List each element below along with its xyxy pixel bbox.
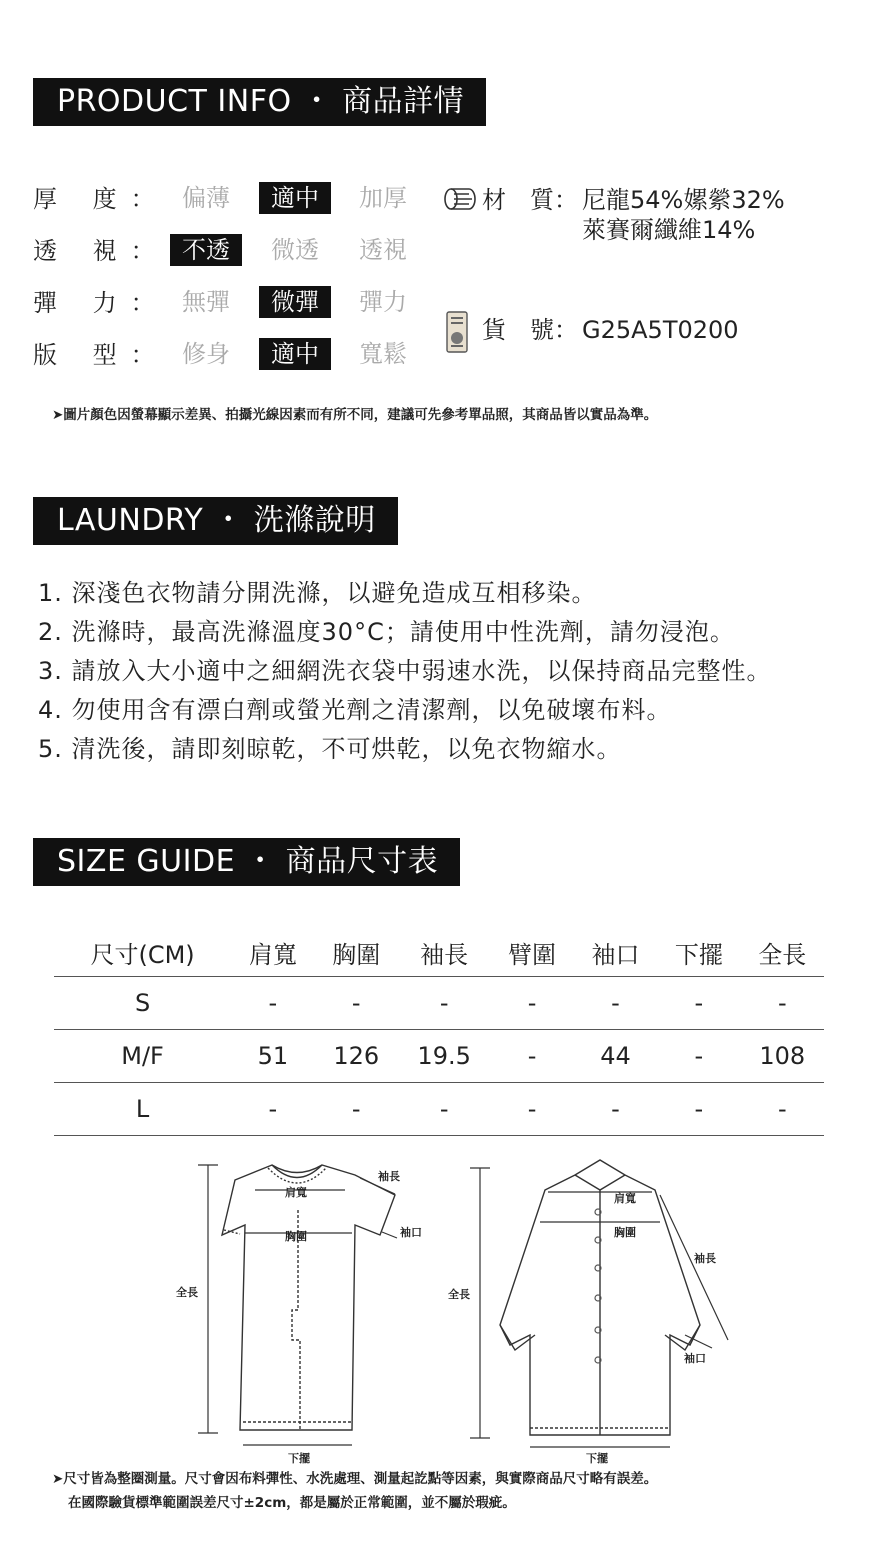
size-cell: 108	[741, 1030, 824, 1083]
product-info-header: PRODUCT INFO ・ 商品詳情	[33, 78, 486, 126]
size-cell: -	[657, 1083, 740, 1136]
label-chest: 胸圍	[285, 1230, 307, 1243]
size-column-header: 全長	[741, 928, 824, 977]
laundry-item: 1. 深淺色衣物請分開洗滌，以避免造成互相移染。	[38, 579, 597, 607]
material-value-line1: 尼龍54%嫘縈32%	[582, 186, 785, 214]
size-note-line1: ➤尺寸皆為整圈測量。尺寸會因布料彈性、水洗處理、測量起訖點等因素，與實際商品尺寸略有誤差。	[52, 1471, 658, 1487]
size-cell: -	[490, 1083, 573, 1136]
attribute-option: 無彈	[182, 288, 230, 316]
size-cell: -	[741, 1083, 824, 1136]
tag-icon	[445, 310, 471, 354]
attribute-label: 彈 力：	[33, 289, 169, 317]
size-cell: -	[231, 1083, 314, 1136]
label-length: 全長	[176, 1286, 198, 1299]
size-column-header: 臂圍	[490, 928, 573, 977]
size-cell: -	[657, 977, 740, 1030]
label-sleeve-2: 袖長	[694, 1252, 716, 1265]
laundry-header: LAUNDRY ・ 洗滌說明	[33, 497, 398, 545]
size-cell: -	[490, 1030, 573, 1083]
table-row	[54, 1030, 824, 1083]
attribute-option: 透視	[359, 236, 407, 264]
label-shoulder-2: 肩寬	[614, 1192, 636, 1205]
attribute-option: 加厚	[359, 184, 407, 212]
attribute-option: 彈力	[359, 288, 407, 316]
label-chest-2: 胸圍	[614, 1226, 636, 1239]
label-hem-2: 下擺	[586, 1452, 608, 1465]
size-cell: 44	[574, 1030, 657, 1083]
attribute-option: 偏薄	[182, 184, 230, 212]
label-length-2: 全長	[448, 1288, 470, 1301]
size-column-header: 尺寸(CM)	[54, 928, 231, 977]
label-cuff: 袖口	[400, 1226, 422, 1239]
size-column-header: 下擺	[657, 928, 740, 977]
size-cell: S	[54, 977, 231, 1030]
size-table-header	[54, 928, 824, 977]
size-cell: 51	[231, 1030, 314, 1083]
size-column-header: 肩寬	[231, 928, 314, 977]
attribute-option: 微透	[271, 236, 319, 264]
size-column-header: 胸圍	[315, 928, 398, 977]
laundry-item: 3. 請放入大小適中之細網洗衣袋中弱速水洗，以保持商品完整性。	[38, 657, 772, 685]
label-hem: 下擺	[288, 1452, 310, 1465]
size-cell: -	[490, 977, 573, 1030]
size-cell: -	[657, 1030, 740, 1083]
size-cell: 126	[315, 1030, 398, 1083]
size-cell: -	[315, 977, 398, 1030]
size-column-header: 袖口	[574, 928, 657, 977]
size-cell: -	[741, 977, 824, 1030]
table-row	[54, 977, 824, 1030]
size-column-header: 袖長	[398, 928, 490, 977]
size-cell: -	[398, 977, 490, 1030]
attribute-option-selected: 適中	[259, 182, 331, 214]
attribute-label: 透 視：	[33, 237, 169, 265]
shirt-dress-diagram	[500, 1160, 700, 1435]
attribute-option: 寬鬆	[359, 340, 407, 368]
tshirt-dress-diagram	[222, 1165, 395, 1430]
material-label: 材 質：	[482, 186, 578, 214]
size-cell: -	[398, 1083, 490, 1136]
attribute-option-selected: 微彈	[259, 286, 331, 318]
attribute-option-selected: 適中	[259, 338, 331, 370]
size-cell: M/F	[54, 1030, 231, 1083]
laundry-item: 4. 勿使用含有漂白劑或螢光劑之清潔劑，以免破壞布料。	[38, 696, 672, 724]
laundry-item: 2. 洗滌時，最高洗滌溫度30°C；請使用中性洗劑，請勿浸泡。	[38, 618, 735, 646]
attribute-label: 版 型：	[33, 341, 169, 369]
garment-diagrams	[0, 1150, 875, 1470]
label-sleeve: 袖長	[378, 1170, 400, 1183]
material-icon	[442, 186, 476, 212]
size-cell: -	[231, 977, 314, 1030]
laundry-item: 5. 清洗後，請即刻晾乾，不可烘乾，以免衣物縮水。	[38, 735, 622, 763]
size-cell: -	[574, 1083, 657, 1136]
label-cuff-2: 袖口	[684, 1352, 706, 1365]
color-note: ➤圖片顏色因螢幕顯示差異、拍攝光線因素而有所不同，建議可先參考單品照，其商品皆以實品為準。	[52, 407, 658, 423]
size-table	[54, 928, 824, 1136]
attribute-option: 修身	[182, 340, 230, 368]
size-cell: -	[574, 977, 657, 1030]
size-note-line2: 在國際驗貨標準範圍誤差尺寸±2cm，都是屬於正常範圍，並不屬於瑕疵。	[68, 1495, 516, 1511]
material-value-line2: 萊賽爾纖維14%	[582, 216, 756, 244]
attribute-option-selected: 不透	[170, 234, 242, 266]
label-shoulder: 肩寬	[285, 1186, 307, 1199]
sku-label: 貨 號：	[482, 316, 578, 344]
size-cell: 19.5	[398, 1030, 490, 1083]
sku-value: G25A5T0200	[582, 316, 739, 344]
size-guide-header: SIZE GUIDE ・ 商品尺寸表	[33, 838, 460, 886]
attribute-label: 厚 度：	[33, 185, 169, 213]
size-cell: L	[54, 1083, 231, 1136]
table-row	[54, 1083, 824, 1136]
size-cell: -	[315, 1083, 398, 1136]
